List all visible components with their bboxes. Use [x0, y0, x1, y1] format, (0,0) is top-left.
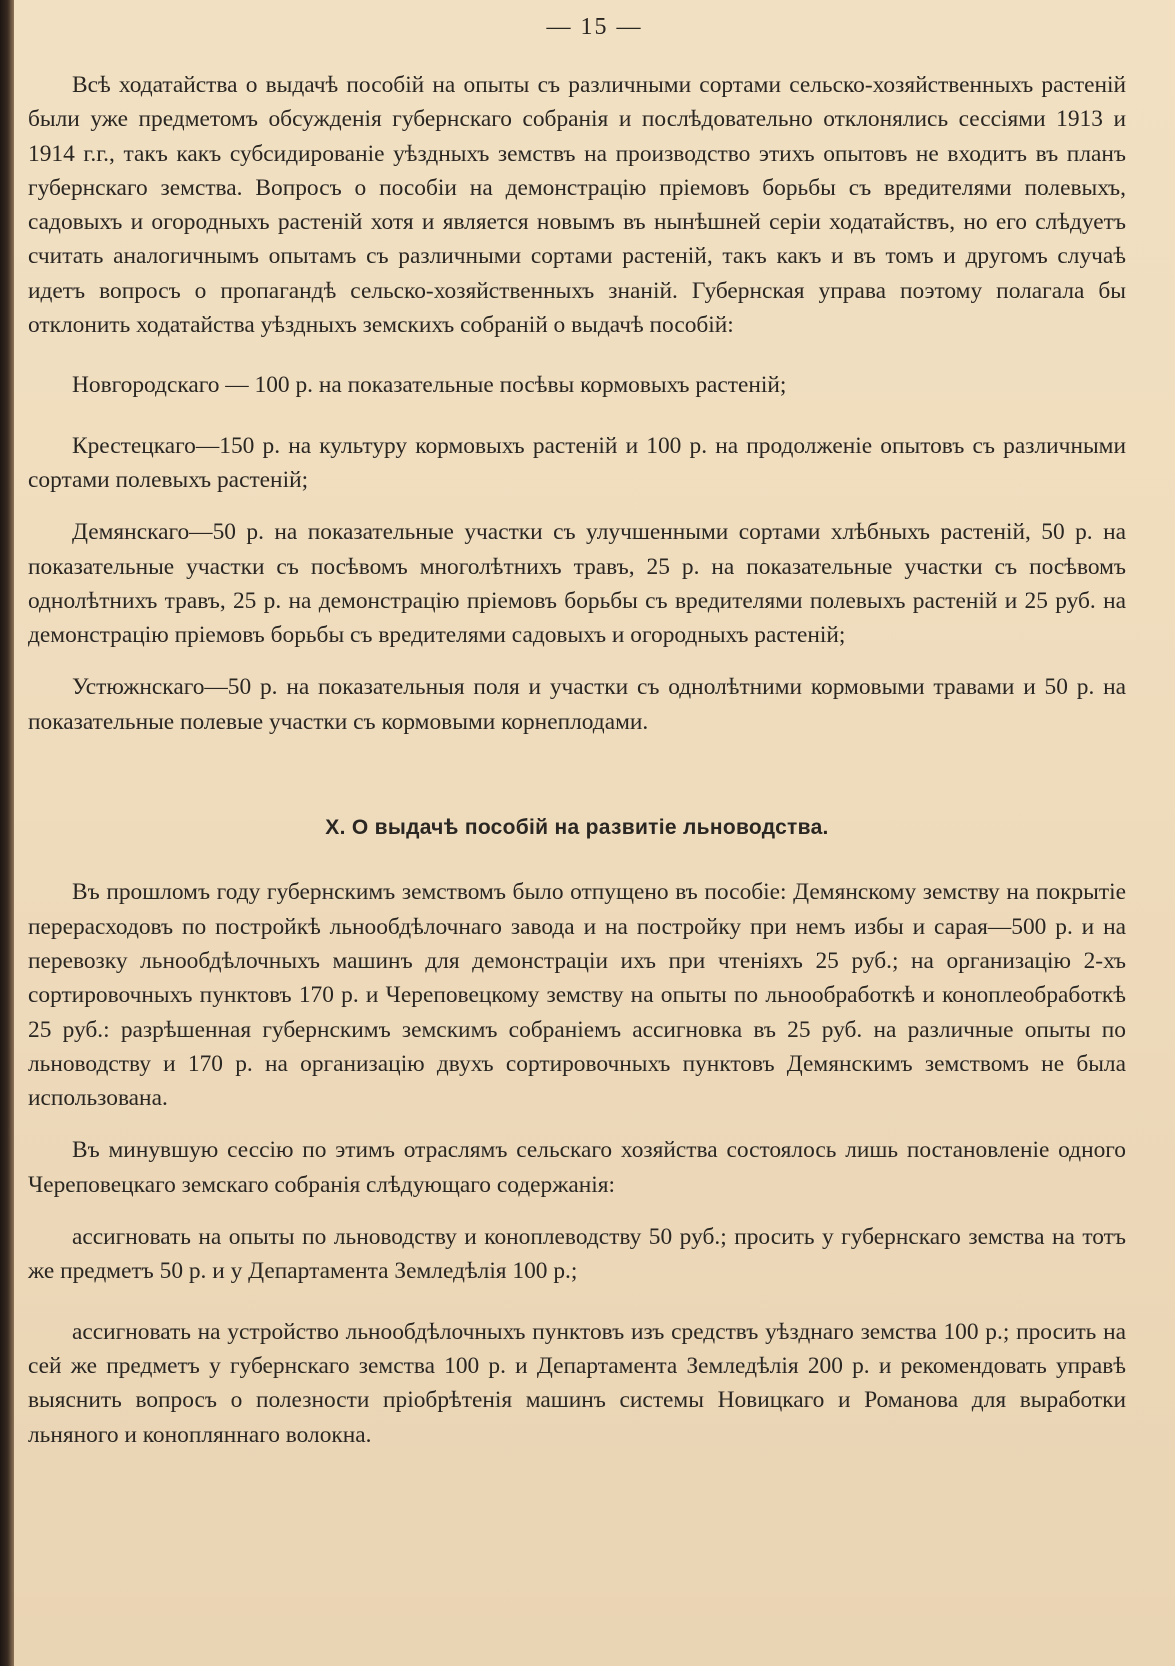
page-body — [28, 68, 1126, 1452]
section-heading: X. О выдачѣ пособій на развитіе льноводства. — [325, 816, 829, 840]
list-item: Устюжнскаго—50 р. на показательныя поля и участки съ однолѣтними кормовыми травами и 50 р. на показательные полевые участки съ кормовыми корнеплодами. — [28, 674, 1126, 735]
body-paragraph: Въ прошломъ году губернскимъ земствомъ было отпущено въ пособіе: Демянскому земству на покрытіе перерасходовъ по постройкѣ льнообдѣлочнаго завода и на постройку при немъ избы и сарая—500 р. и на перевозку льнообдѣлочныхъ машинъ для демонстраціи ихъ при чтеніяхъ 25 руб.; на организацію 2-хъ сортировочныхъ пунктовъ 170 р. и Череповецкому земству на опыты по льнообработкѣ и коноплеобработкѣ 25 руб.: разрѣшенная губернскимъ земскимъ собраніемъ ассигновка въ 25 руб. на различные опыты по льноводству и 170 р. на организацію двухъ сортировочныхъ пунктовъ Демянскимъ земствомъ не была использована. — [28, 879, 1126, 1112]
list-item: Крестецкаго—150 р. на культуру кормовыхъ растеній и 100 р. на продолженіе опытовъ съ различными сортами полевыхъ растеній; — [28, 432, 1126, 493]
page-number: — 15 — — [546, 14, 643, 40]
document-page — [14, 0, 1175, 1666]
body-paragraph: Въ минувшую сессію по этимъ отраслямъ сельскаго хозяйства состоялось лишь постановленіе одного Череповецкаго земскаго собранія слѣдующаго содержанія: — [28, 1137, 1126, 1198]
book-spine-shadow — [0, 0, 14, 1666]
resolution-item: ассигновать на устройство льнообдѣлочныхъ пунктовъ изъ средствъ уѣзднаго земства 100 р.; просить на сей же предметъ у губернскаго земства 100 р. и Департамента Земледѣлія 200 р. и рекомендовать управѣ выяснить вопросъ о полезности пріобрѣтенія машинъ системы Новицкаго и Романова для выработки льняного и конопляннаго волокна. — [28, 1318, 1126, 1448]
list-item: Новгородскаго — 100 р. на показательные посѣвы кормовыхъ растеній; — [72, 372, 787, 399]
resolution-item: ассигновать на опыты по льноводству и коноплеводству 50 руб.; просить у губернскаго земства на тотъ же предметъ 50 р. и у Департамента Земледѣлія 100 р.; — [28, 1224, 1126, 1285]
list-item: Демянскаго—50 р. на показательные участки съ улучшенными сортами хлѣбныхъ растеній, 50 р. на показательные участки съ посѣвомъ многолѣтнихъ травъ, 25 р. на показательные участки съ посѣвомъ однолѣтнихъ травъ, 25 р. на демонстрацію пріемовъ борьбы съ вредителями полевыхъ растеній и 25 руб. на демонстрацію пріемовъ борьбы съ вредителями садовыхъ и огородныхъ растеній; — [28, 519, 1126, 649]
intro-paragraph: Всѣ ходатайства о выдачѣ пособій на опыты съ различными сортами сельско-хозяйственныхъ растеній были уже предметомъ обсужденія губернскаго собранія и послѣдовательно отклонялись сессіями 1913 и 1914 г.г., такъ какъ субсидированіе уѣздныхъ земствъ на производство этихъ опытовъ не входитъ въ планъ губернскаго земства. Вопросъ о пособіи на демонстрацію пріемовъ борьбы съ вредителями полевыхъ, садовыхъ и огородныхъ растеній хотя и является новымъ въ нынѣшней серіи ходатайствъ, но его слѣдуетъ считать аналогичнымъ опытамъ съ различными сортами растеній, такъ какъ и въ томъ и другомъ случаѣ идетъ вопросъ о пропагандѣ сельско-хозяйственныхъ знаній. Губернская управа поэтому полагала бы отклонить ходатайства уѣздныхъ земскихъ собраній о выдачѣ пособій: — [28, 72, 1126, 339]
